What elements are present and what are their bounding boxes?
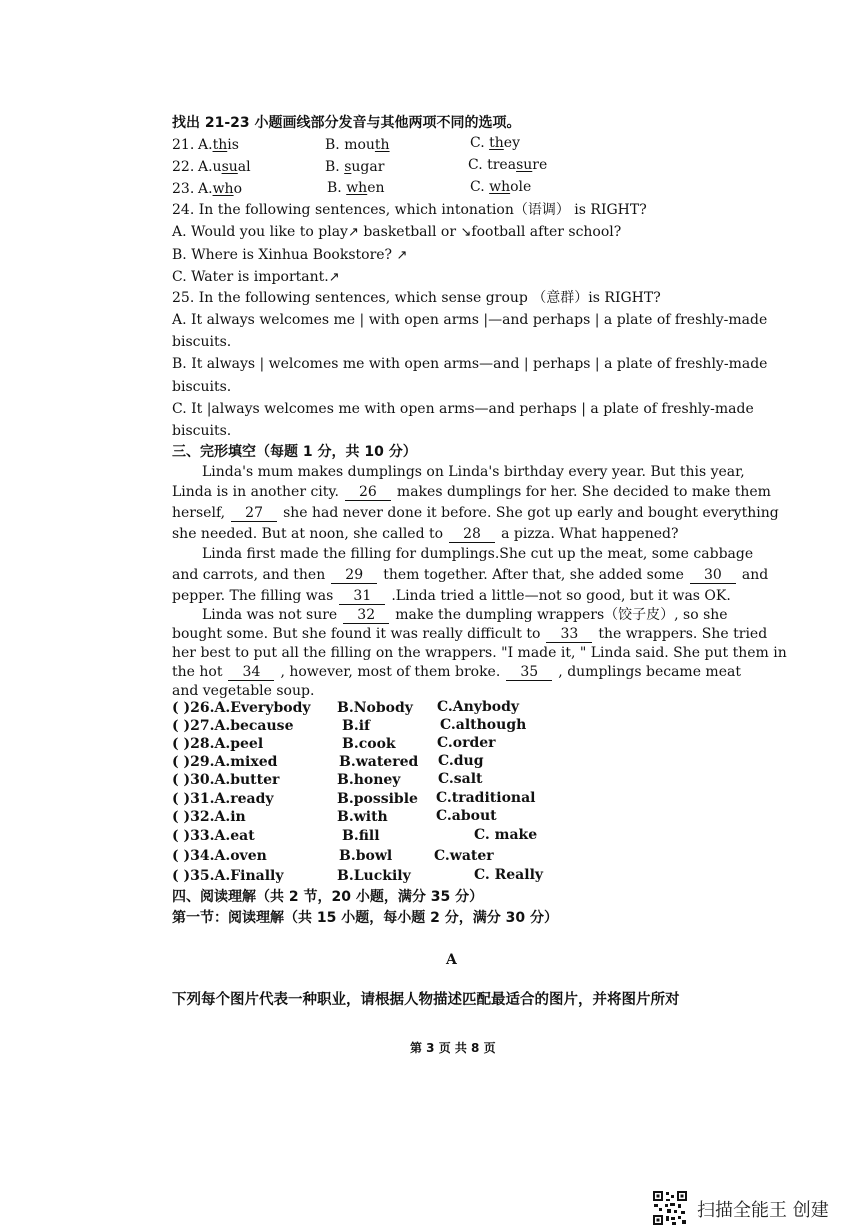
blank-28[interactable]: 28	[449, 527, 495, 543]
q24-stem: 24. In the following sentences, which intonation（语调） is RIGHT?	[172, 202, 647, 218]
option-row-26-c[interactable]: C.Anybody	[437, 699, 519, 715]
passage-line: herself, 27 she had never done it before. She got up early and bought everything	[172, 505, 779, 521]
qr-code-icon	[652, 1190, 688, 1226]
option-row-33-a[interactable]: ( )33.A.eat	[172, 828, 255, 844]
blank-32[interactable]: 32	[343, 608, 389, 624]
q21-option-c: C. they	[470, 135, 520, 151]
q22-option-c: C. treasure	[468, 157, 548, 173]
passage-line: Linda was not sure 32 make the dumpling wrappers（饺子皮）, so she	[202, 607, 728, 623]
option-row-31-b[interactable]: B.possible	[337, 791, 418, 807]
option-row-29-c[interactable]: C.dug	[438, 753, 484, 769]
blank-26[interactable]: 26	[345, 485, 391, 501]
passage-line: she needed. But at noon, she called to 28 a pizza. What happened?	[172, 526, 679, 542]
option-row-28-c[interactable]: C.order	[437, 735, 496, 751]
blank-35[interactable]: 35	[506, 665, 552, 681]
option-row-32-a[interactable]: ( )32.A.in	[172, 809, 246, 825]
question-23: 23.	[172, 181, 195, 197]
q23-option-a: A.who	[198, 181, 242, 197]
rising-arrow-icon: ↗	[347, 225, 359, 240]
option-row-32-c[interactable]: C.about	[436, 808, 497, 824]
reading-heading: 四、阅读理解（共 2 节，20 小题，满分 35 分）	[172, 889, 484, 905]
reading-subheading: 第一节：阅读理解（共 15 小题，每小题 2 分，满分 30 分）	[172, 910, 558, 926]
q25-option-b-line2: biscuits.	[172, 379, 232, 395]
option-row-27-a[interactable]: ( )27.A.because	[172, 718, 294, 734]
option-row-29-b[interactable]: B.watered	[339, 754, 419, 770]
falling-arrow-icon: ↘	[460, 225, 472, 240]
passage-line: pepper. The filling was 31 .Linda tried a little—not so good, but it was OK.	[172, 588, 731, 604]
rising-arrow-icon: ↗	[328, 270, 340, 285]
option-row-26-a[interactable]: ( )26.A.Everybody	[172, 700, 311, 716]
option-row-35-c[interactable]: C. Really	[474, 867, 544, 883]
option-row-30-b[interactable]: B.honey	[337, 772, 401, 788]
blank-31[interactable]: 31	[339, 589, 385, 605]
q25-option-a-line2: biscuits.	[172, 334, 232, 350]
scanner-watermark: 扫描全能王 创建	[697, 1200, 829, 1221]
passage-line: bought some. But she found it was really difficult to 33 the wrappers. She tried	[172, 626, 768, 642]
q21-option-a: A.this	[198, 137, 239, 153]
passage-line: and vegetable soup.	[172, 683, 315, 699]
option-row-31-c[interactable]: C.traditional	[436, 790, 536, 806]
question-22: 22.	[172, 159, 195, 175]
option-row-29-a[interactable]: ( )29.A.mixed	[172, 754, 278, 770]
reading-instruction: 下列每个图片代表一种职业，请根据人物描述匹配最适合的图片，并将图片所对	[172, 992, 680, 1008]
option-row-34-c[interactable]: C.water	[434, 848, 494, 864]
option-row-30-a[interactable]: ( )30.A.butter	[172, 772, 280, 788]
passage-line: Linda first made the filling for dumplings.She cut up the meat, some cabbage	[202, 546, 754, 562]
passage-line: Linda is in another city. 26 makes dumplings for her. She decided to make them	[172, 484, 771, 500]
q25-option-c-line2: biscuits.	[172, 423, 232, 439]
blank-33[interactable]: 33	[546, 627, 592, 643]
q22-option-a: A.usual	[198, 159, 251, 175]
option-row-30-c[interactable]: C.salt	[438, 771, 483, 787]
q25-stem: 25. In the following sentences, which sense group （意群）is RIGHT?	[172, 290, 661, 306]
option-row-35-a[interactable]: ( )35.A.Finally	[172, 868, 284, 884]
option-row-28-b[interactable]: B.cook	[342, 736, 396, 752]
option-row-26-b[interactable]: B.Nobody	[337, 700, 413, 716]
option-row-34-b[interactable]: B.bowl	[339, 848, 393, 864]
q24-option-b: B. Where is Xinhua Bookstore? ↗	[172, 247, 408, 263]
option-row-27-b[interactable]: B.if	[342, 718, 371, 734]
question-21	[172, 136, 194, 154]
passage-line: Linda's mum makes dumplings on Linda's birthday every year. But this year,	[202, 464, 745, 480]
option-row-28-a[interactable]: ( )28.A.peel	[172, 736, 264, 752]
q21-number: 21.	[172, 137, 195, 153]
q24-option-c: C. Water is important.↗	[172, 269, 340, 285]
q25-option-c-line1: C. It |always welcomes me with open arms—and perhaps | a plate of freshly-made	[172, 401, 754, 417]
option-row-35-b[interactable]: B.Luckily	[337, 868, 411, 884]
option-row-34-a[interactable]: ( )34.A.oven	[172, 848, 267, 864]
option-row-33-b[interactable]: B.fill	[342, 828, 380, 844]
option-row-32-b[interactable]: B.with	[337, 809, 388, 825]
q24-option-a: A. Would you like to play↗ basketball or ↘football after school?	[172, 224, 622, 240]
passage-line: and carrots, and then 29 them together. After that, she added some 30 and	[172, 567, 769, 583]
q21-option-b: B. mouth	[325, 137, 390, 153]
q23-option-c: C. whole	[470, 179, 532, 195]
q25-option-a-line1: A. It always welcomes me | with open arms |—and perhaps | a plate of freshly-made	[172, 312, 768, 328]
q23-option-b: B. when	[327, 180, 385, 196]
passage-line: the hot 34 , however, most of them broke. 35 , dumplings became meat	[172, 664, 741, 680]
rising-arrow-icon: ↗	[396, 248, 408, 263]
pronunciation-instruction: 找出 21-23 小题画线部分发音与其他两项不同的选项。	[172, 115, 521, 131]
option-row-33-c[interactable]: C. make	[474, 827, 538, 843]
cloze-heading: 三、完形填空（每题 1 分，共 10 分）	[172, 444, 417, 460]
blank-30[interactable]: 30	[690, 568, 736, 584]
q22-option-b: B. sugar	[325, 159, 385, 175]
part-label: A	[446, 952, 457, 968]
page-number: 第 3 页 共 8 页	[410, 1041, 496, 1055]
blank-29[interactable]: 29	[331, 568, 377, 584]
option-row-31-a[interactable]: ( )31.A.ready	[172, 791, 274, 807]
blank-34[interactable]: 34	[228, 665, 274, 681]
passage-line: her best to put all the filling on the wrappers. "I made it, " Linda said. She put them in	[172, 645, 787, 661]
blank-27[interactable]: 27	[231, 506, 277, 522]
q25-option-b-line1: B. It always | welcomes me with open arms—and | perhaps | a plate of freshly-made	[172, 356, 768, 372]
option-row-27-c[interactable]: C.although	[440, 717, 527, 733]
